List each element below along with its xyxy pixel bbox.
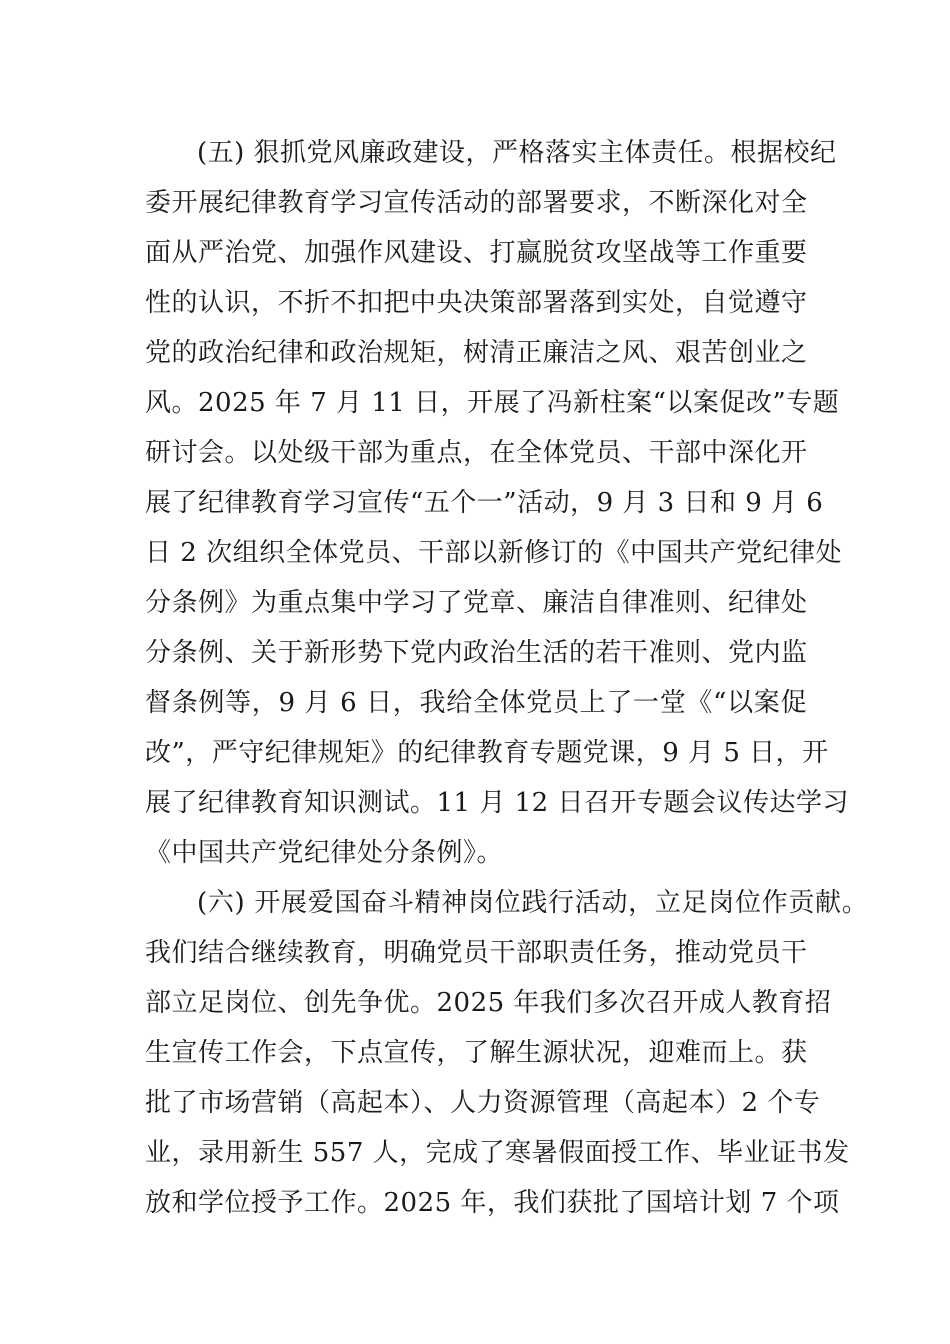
text-line: 业，录用新生 557 人，完成了寒暑假面授工作、毕业证书发: [145, 1138, 850, 1168]
text-line: 研讨会。以处级干部为重点，在全体党员、干部中深化开: [145, 438, 808, 468]
text-line: 放和学位授予工作。2025 年，我们获批了国培计划 7 个项: [145, 1188, 840, 1218]
text-line: 委开展纪律教育学习宣传活动的部署要求，不断深化对全: [145, 188, 808, 218]
text-line: (六) 开展爱国奋斗精神岗位践行活动，立足岗位作贡献。: [197, 888, 869, 918]
text-line: (五) 狠抓党风廉政建设，严格落实主体责任。根据校纪: [197, 138, 837, 168]
document-body: [145, 128, 869, 1228]
text-line: 性的认识，不折不扣把中央决策部署落到实处，自觉遵守: [145, 288, 808, 318]
text-line: 分条例》为重点集中学习了党章、廉洁自律准则、纪律处: [145, 588, 808, 618]
paragraph-section-6: [145, 878, 869, 1228]
text-line: 我们结合继续教育，明确党员干部职责任务，推动党员干: [145, 938, 808, 968]
text-line: 面从严治党、加强作风建设、打赢脱贫攻坚战等工作重要: [145, 238, 808, 268]
text-line: 展了纪律教育知识测试。11 月 12 日召开专题会议传达学习: [145, 788, 849, 818]
text-line: 改”，严守纪律规矩》的纪律教育专题党课，9 月 5 日，开: [145, 738, 829, 768]
text-line: 《中国共产党纪律处分条例》。: [145, 838, 504, 868]
text-line: 部立足岗位、创先争优。2025 年我们多次召开成人教育招: [145, 988, 832, 1018]
text-line: 党的政治纪律和政治规矩，树清正廉洁之风、艰苦创业之: [145, 338, 808, 368]
paragraph-section-5: [145, 128, 849, 878]
text-line: 日 2 次组织全体党员、干部以新修订的《中国共产党纪律处: [145, 538, 843, 568]
text-line: 风。2025 年 7 月 11 日，开展了冯新柱案“以案促改”专题: [145, 388, 840, 418]
text-line: 批了市场营销（高起本）、人力资源管理（高起本）2 个专: [145, 1088, 821, 1118]
text-line: 督条例等，9 月 6 日，我给全体党员上了一堂《“以案促: [145, 688, 807, 718]
text-line: 生宣传工作会，下点宣传，了解生源状况，迎难而上。获: [145, 1038, 808, 1068]
text-line: 展了纪律教育学习宣传“五个一”活动，9 月 3 日和 9 月 6: [145, 488, 824, 518]
text-line: 分条例、关于新形势下党内政治生活的若干准则、党内监: [145, 638, 808, 668]
